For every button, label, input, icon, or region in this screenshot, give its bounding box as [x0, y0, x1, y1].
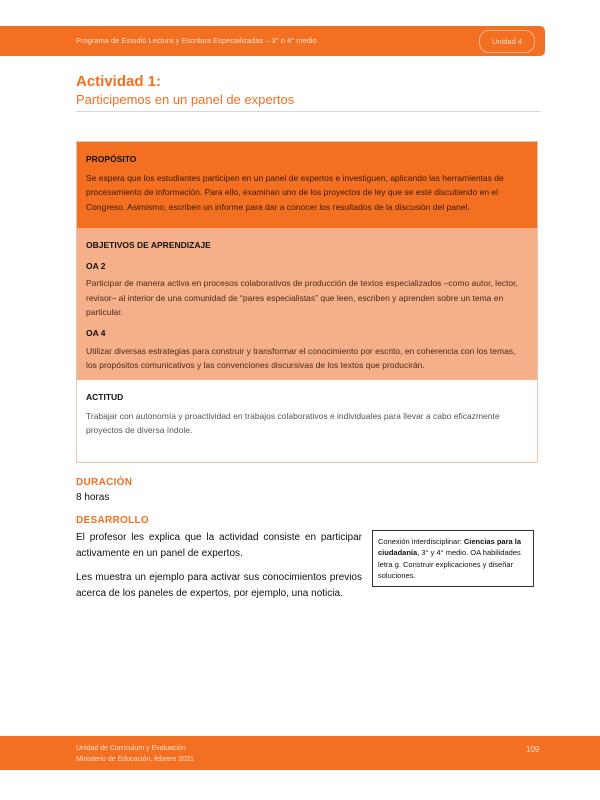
proposito-section: [77, 142, 537, 228]
header-bar: [0, 26, 545, 56]
sidebox-subject: Ciencias para la ciudadanía: [378, 537, 522, 558]
desarrollo-heading: DESARROLLO: [76, 515, 149, 526]
oa-text: Utilizar diversas estrategias para construir y transformar el conocimiento por escrito, en coherencia con los temas, los propósitos comunicativos y las convenciones discursivas de los textos que producirán.: [86, 345, 516, 371]
page-number: 109: [526, 745, 540, 754]
interdisciplinary-connection-box: [372, 530, 534, 587]
oa-code: OA 4: [86, 328, 106, 339]
activity-summary-box: [76, 141, 538, 463]
desarrollo-paragraph: Les muestra un ejemplo para activar sus conocimientos previos acerca de los paneles de expertos, por ejemplo, una noticia.: [76, 572, 362, 599]
duracion-value: 8 horas: [76, 492, 110, 503]
actitud-heading: ACTITUD: [86, 392, 124, 402]
sidebox-suffix: , 3° y 4° medio. OA habilidades letra g. Construir explicaciones y diseñar soluciones.: [378, 548, 521, 580]
activity-subtitle: Participemos en un panel de expertos: [76, 92, 295, 107]
sidebox-prefix: Conexión interdisciplinar:: [378, 537, 464, 546]
oa-text: Participar de manera activa en procesos colaborativos de producción de textos especializados –como autor, lector, revisor– al interior de una comunidad de “pares especialistas” que leen, escriben y aprenden sobre un tema en particular.: [86, 278, 518, 318]
desarrollo-body: [76, 530, 362, 610]
unit-badge: Unidad 4: [479, 30, 535, 53]
oa-code: OA 2: [86, 260, 106, 271]
footer-unit: Unidad de Currículum y Evaluación: [76, 745, 186, 752]
proposito-heading: PROPÓSITO: [86, 154, 137, 164]
proposito-text: Se espera que los estudiantes participen en un panel de expertos e investiguen, aplicando las herramientas de procesamiento de información. Para ello, examinan uno de los proyectos de ley que se esté discutiendo en el Congreso. Asimismo, escriben un informe para dar a conocer los resultados de la discusión del panel.: [86, 172, 504, 212]
objetivos-section: [77, 228, 537, 380]
actitud-section: [77, 380, 537, 462]
footer-ministry: Ministerio de Educación, febrero 2021: [76, 756, 194, 763]
objetivos-heading: OBJETIVOS DE APRENDIZAJE: [86, 240, 211, 250]
duracion-heading: DURACIÓN: [76, 477, 133, 488]
program-title: Programa de Estudio Lectura y Escritura Especializadas – 3° o 4° medio: [76, 36, 317, 45]
activity-title: Actividad 1:: [76, 73, 162, 90]
title-divider: [76, 111, 541, 112]
footer-bar: [0, 736, 600, 770]
actitud-text: Trabajar con autonomía y proactividad en trabajos colaborativos e individuales para llevar a cabo eficazmente proyectos de diversa índole.: [86, 410, 500, 436]
desarrollo-paragraph: El profesor les explica que la actividad consiste en participar activamente en un panel de expertos.: [76, 532, 362, 559]
